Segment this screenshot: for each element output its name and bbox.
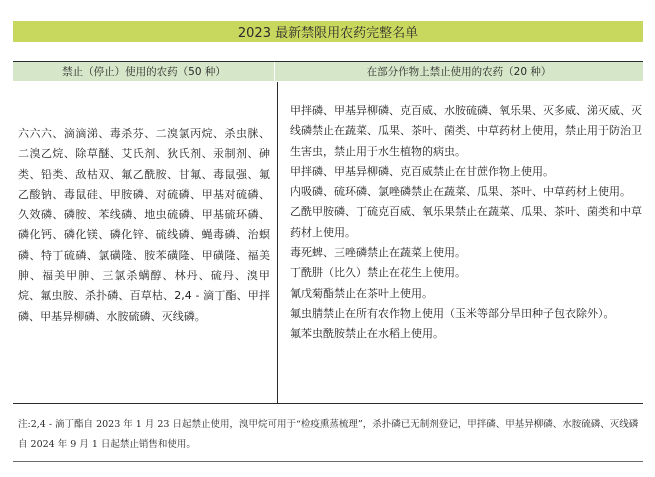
restricted-pesticides-list [290, 101, 642, 345]
restriction-item: 甲拌磷、甲基异柳磷、克百威禁止在甘蔗作物上使用。 [290, 164, 554, 178]
restriction-item: 丁酰肼（比久）禁止在花生上使用。 [290, 266, 466, 280]
restriction-item: 氟虫腈禁止在所有农作物上使用（玉米等部分旱田种子包衣除外）。 [290, 306, 615, 320]
restriction-item: 甲拌磷、甲基异柳磷、克百威、水胺硫磷、氧乐果、灭多威、涕灭威、灭线磷禁止在蔬菜、瓜果、茶叶、菌类、中草药材上使用，禁止用于防治卫生害虫，禁止用于水生植物的病虫。 [290, 104, 642, 158]
restriction-item: 内吸磷、硫环磷、氯唑磷禁止在蔬菜、瓜果、茶叶、中草药材上使用。 [290, 185, 631, 199]
banned-pesticides-list: 六六六、滴滴涕、毒杀芬、二溴氯丙烷、杀虫脒、二溴乙烷、除草醚、艾氏剂、狄氏剂、汞制剂、砷类、铅类、敌枯双、氟乙酰胺、甘氟、毒鼠强、氟乙酸钠、毒鼠硅、甲胺磷、对硫磷、甲基对硫磷、久效磷、磷胺、苯线磷、地虫硫磷、甲基硫环磷、磷化钙、磷化镁、磷化锌、硫线磷、蝇毒磷、治螟磷、特丁硫磷、氯磺隆、胺苯磺隆、甲磺隆、福美胂、福美甲胂、三氯杀螨醇、林丹、硫丹、溴甲烷、氟虫胺、杀扑磷、百草枯、2,4 - 滴丁酯、甲拌磷、甲基异柳磷、水胺硫磷、灭线磷。 [18, 127, 270, 323]
footnote-bottom-rule [13, 461, 643, 462]
restriction-item: 毒死蜱、三唑磷禁止在蔬菜上使用。 [290, 246, 466, 260]
body-column-divider [277, 82, 278, 403]
table-bottom-rule [13, 403, 643, 404]
footnote: 注:2,4 - 滴丁酯自 2023 年 1 月 23 日起禁止使用，溴甲烷可用于“检疫熏蒸梳理”，杀扑磷已无制剂登记，甲拌磷、甲基异柳磷、水胺硫磷、灭线磷自 2024 年 9 月 1 日起禁止销售和使用。 [18, 419, 639, 450]
restriction-item: 氟苯虫酰胺禁止在水稻上使用。 [290, 327, 444, 341]
header-column-divider [274, 62, 275, 81]
restriction-item: 氰戊菊酯禁止在茶叶上使用。 [290, 286, 433, 300]
right-column-header: 在部分作物上禁止使用的农药（20 种） [366, 66, 552, 78]
document-title-bar [13, 21, 643, 42]
table-header-row [13, 62, 643, 81]
restriction-item: 乙酰甲胺磷、丁硫克百威、氧乐果禁止在蔬菜、瓜果、茶叶、菌类和中草药材上使用。 [290, 205, 642, 239]
left-column-header: 禁止（停止）使用的农药（50 种） [62, 66, 226, 78]
document-title: 2023 最新禁限用农药完整名单 [237, 26, 419, 41]
